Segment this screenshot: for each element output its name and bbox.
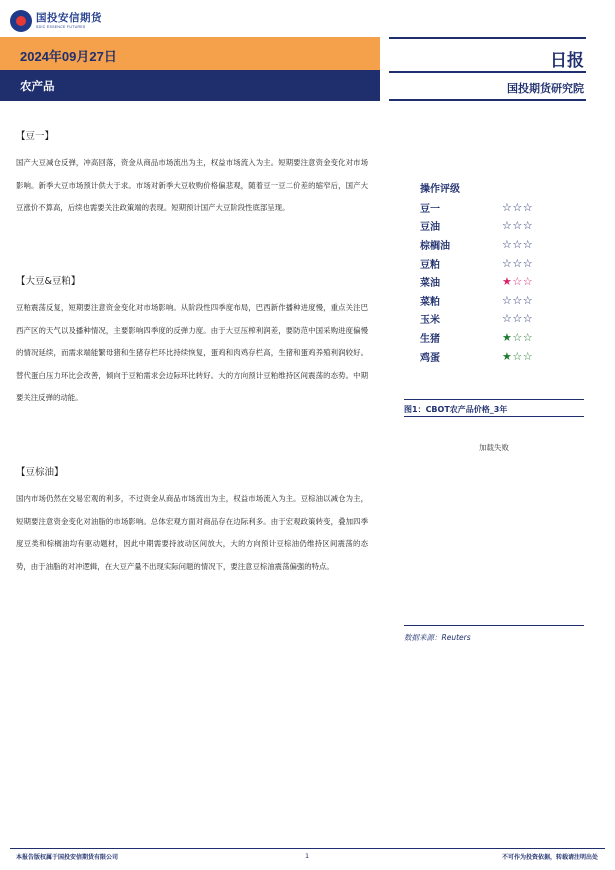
rating-row xyxy=(420,291,580,310)
section-title: 【豆一】 xyxy=(16,131,55,142)
rating-commodity-name: 豆粕 xyxy=(420,259,440,271)
empty-star-icon: ☆ xyxy=(502,200,513,214)
rating-stars-icon xyxy=(502,294,533,307)
footer-disclaimer: 不可作为投资依据，转载请注明出处 xyxy=(501,854,598,861)
empty-star-icon: ☆ xyxy=(512,293,523,307)
date-bar xyxy=(0,37,380,70)
figure-bottom-rule xyxy=(404,625,584,626)
filled-star-icon: ★ xyxy=(502,330,513,344)
institute-name: 国投期货研究院 xyxy=(507,82,584,95)
rating-commodity-name: 棕榈油 xyxy=(420,240,450,252)
report-date: 2024年09月27日 xyxy=(20,49,117,64)
empty-star-icon: ☆ xyxy=(522,237,534,251)
figure-title: 图1：CBOT农产品价格_3年 xyxy=(404,405,508,414)
rating-stars-icon xyxy=(502,219,533,232)
empty-star-icon: ☆ xyxy=(512,275,523,289)
rating-stars-icon xyxy=(502,331,533,344)
sector-label: 农产品 xyxy=(20,79,55,93)
empty-star-icon: ☆ xyxy=(502,293,513,307)
empty-star-icon: ☆ xyxy=(512,256,523,270)
rating-stars-icon xyxy=(502,275,533,288)
filled-star-icon: ★ xyxy=(502,275,513,289)
rating-stars-icon xyxy=(502,201,533,214)
empty-star-icon: ☆ xyxy=(512,219,523,233)
empty-star-icon: ☆ xyxy=(522,330,534,344)
page-number: 1 xyxy=(305,852,310,860)
empty-star-icon: ☆ xyxy=(522,349,534,363)
empty-star-icon: ☆ xyxy=(522,293,534,307)
footer-copyright: 本报告版权属于国投安信期货有限公司 xyxy=(16,854,119,861)
divider xyxy=(389,37,586,39)
empty-star-icon: ☆ xyxy=(522,275,534,289)
rating-commodity-name: 生猪 xyxy=(420,333,440,345)
sector-bar xyxy=(0,70,380,101)
figure-load-failed-text: 加载失败 xyxy=(479,443,509,452)
section-body: 豆粕震荡反复，短期要注意资金变化对市场影响。从阶段性四季度布局，巴西新作播种进度慢，重点关注巴西产区的天气以及播种情况，主要影响四季度的反弹力度。由于大豆压榨利润差，要防范中国采购进度偏慢的情况延续，而需求端能繁母猪和生猪存栏环比持续恢复，蛋鸡和肉鸡存栏高，生猪和蛋鸡养殖利润较好。替代蛋白压力环比会改善，倾向于豆粕需求会边际环比转好。大的方向预计豆粕维持区间震荡的态势。中期要关注反弹的动能。 xyxy=(16,303,368,402)
rating-commodity-name: 菜粕 xyxy=(420,296,440,308)
data-source: 数据来源：Reuters xyxy=(404,633,471,642)
empty-star-icon: ☆ xyxy=(512,349,523,363)
rating-row xyxy=(420,235,580,254)
rating-row xyxy=(420,254,580,273)
rating-title: 操作评级 xyxy=(420,184,460,195)
empty-star-icon: ☆ xyxy=(512,330,523,344)
divider xyxy=(389,71,586,73)
rating-row xyxy=(420,217,580,236)
rating-commodity-name: 豆一 xyxy=(420,203,440,215)
logo-emblem-icon xyxy=(10,10,32,32)
rating-stars-icon xyxy=(502,238,533,251)
company-logo xyxy=(10,8,102,34)
rating-row xyxy=(420,347,580,366)
rating-row xyxy=(420,198,580,217)
logo-name-cn: 国投安信期货 xyxy=(36,12,102,24)
rating-row xyxy=(420,310,580,329)
report-header-right xyxy=(389,37,586,101)
empty-star-icon: ☆ xyxy=(522,256,534,270)
logo-name-en: SDIC ESSENCE FUTURES xyxy=(36,24,86,29)
rating-stars-icon xyxy=(502,312,533,325)
empty-star-icon: ☆ xyxy=(522,219,534,233)
rating-stars-icon xyxy=(502,257,533,270)
empty-star-icon: ☆ xyxy=(512,200,523,214)
figure-title-rule xyxy=(404,416,584,417)
footer-rule xyxy=(10,848,605,849)
rating-row xyxy=(420,272,580,291)
rating-commodity-name: 玉米 xyxy=(420,315,440,327)
rating-row xyxy=(420,328,580,347)
section-title: 【大豆&豆粕】 xyxy=(16,276,81,287)
section-soybean-no1 xyxy=(16,129,368,220)
rating-commodity-name: 鸡蛋 xyxy=(420,352,440,364)
empty-star-icon: ☆ xyxy=(522,200,534,214)
rating-panel xyxy=(420,180,580,365)
rating-commodity-name: 豆油 xyxy=(420,222,440,234)
figure-top-rule xyxy=(404,399,584,400)
section-soy-palm-oil xyxy=(16,465,368,578)
report-type: 日报 xyxy=(550,51,584,71)
empty-star-icon: ☆ xyxy=(502,237,513,251)
rating-stars-icon xyxy=(502,350,533,363)
empty-star-icon: ☆ xyxy=(512,312,523,326)
empty-star-icon: ☆ xyxy=(502,312,513,326)
section-title: 【豆棕油】 xyxy=(16,467,64,478)
section-soybean-meal xyxy=(16,274,368,410)
filled-star-icon: ★ xyxy=(502,349,513,363)
empty-star-icon: ☆ xyxy=(502,219,513,233)
empty-star-icon: ☆ xyxy=(502,256,513,270)
section-body: 国内市场仍然在交易宏观的利多，不过资金从商品市场流出为主，权益市场流入为主。豆棕油以减仓为主，短期要注意资金变化对油脂的市场影响。总体宏观方面对商品存在边际利多。由于宏观政策转变，叠加四季度豆类和棕榈油均有驱动题材，因此中期需要持波动区间放大，大的方向预计豆棕油仍维持区间震荡的态势，由于油脂的对冲逻辑，在大豆产量不出现实际问题的情况下，要注意豆棕油震荡偏强的特点。 xyxy=(16,494,368,571)
divider xyxy=(389,99,586,101)
section-body: 国产大豆减仓反弹，冲高回落，资金从商品市场流出为主，权益市场流入为主。短期要注意资金变化对市场影响。新季大豆市场预计供大于求。市场对新季大豆收购价格偏悲观，随着豆一豆二价差的缩窄后，国产大豆涨价不算高，后续也需要关注政策端的表现。短期预计国产大豆阶段性底部呈现。 xyxy=(16,158,368,212)
rating-commodity-name: 菜油 xyxy=(420,278,440,290)
empty-star-icon: ☆ xyxy=(512,237,523,251)
empty-star-icon: ☆ xyxy=(522,312,534,326)
